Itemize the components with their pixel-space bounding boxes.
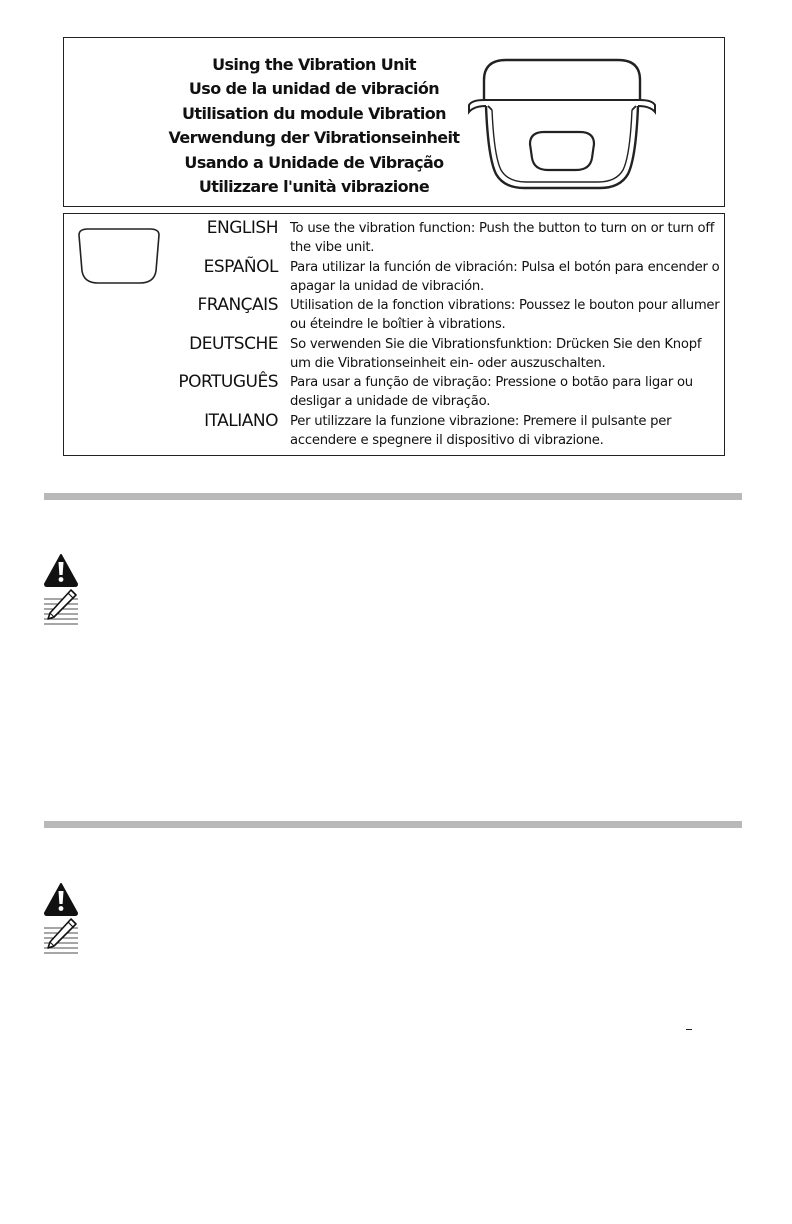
language-row-german — [64, 332, 726, 371]
language-name: ITALIANO — [204, 411, 278, 431]
title-line-english: Using the Vibration Unit — [212, 55, 416, 74]
language-instruction: Per utilizzare la funzione vibrazione: Premere il pulsante per accendere e spegnere il dispositivo di vibrazione. — [290, 414, 672, 448]
language-name: FRANÇAIS — [197, 295, 278, 315]
pencil-notes-icon — [43, 587, 79, 629]
language-instruction: To use the vibration function: Push the button to turn on or turn off the vibe unit. — [290, 221, 715, 255]
title-box — [63, 37, 725, 207]
language-row-italian — [64, 409, 726, 448]
language-name: ENGLISH — [206, 218, 278, 238]
dash-mark — [686, 1029, 692, 1030]
language-row-portuguese — [64, 370, 726, 409]
title-line-french: Utilisation du module Vibration — [182, 103, 446, 123]
section-divider — [44, 493, 742, 500]
language-row-french — [64, 293, 726, 332]
title-line-portuguese: Usando a Unidade de Vibração — [184, 152, 444, 172]
title-line-spanish: Uso de la unidad de vibración — [188, 79, 440, 99]
warning-triangle-icon — [43, 882, 79, 916]
language-name: PORTUGUÊS — [178, 372, 278, 392]
icon-stack — [43, 553, 79, 629]
language-name: ESPAÑOL — [203, 257, 278, 277]
language-instruction: Utilisation de la fonction vibrations: Poussez le bouton pour allumer ou éteindre le boîtier à vibrations. — [290, 298, 720, 332]
title-heading — [164, 53, 464, 199]
language-instructions-box — [63, 213, 725, 456]
vibration-unit-illustration — [462, 48, 662, 200]
warning-triangle-icon — [43, 553, 79, 587]
title-line-italian: Utilizzare l'unità vibrazione — [198, 177, 430, 197]
language-name: DEUTSCHE — [189, 334, 278, 354]
language-row-english — [64, 216, 726, 255]
language-instruction: So verwenden Sie die Vibrationsfunktion: Drücken Sie den Knopf um die Vibrationseinheit ein- oder auszuschalten. — [290, 337, 702, 371]
language-instruction: Para utilizar la función de vibración: Pulsa el botón para encender o apagar la unidad de vibración. — [290, 260, 720, 294]
pencil-notes-icon — [43, 916, 79, 958]
language-row-spanish — [64, 255, 726, 294]
language-instruction: Para usar a função de vibração: Pressione o botão para ligar ou desligar a unidade de vibração. — [290, 375, 693, 409]
section-divider — [44, 821, 742, 828]
icon-stack — [43, 882, 79, 958]
title-line-german: Verwendung der Vibrationseinheit — [168, 128, 460, 148]
